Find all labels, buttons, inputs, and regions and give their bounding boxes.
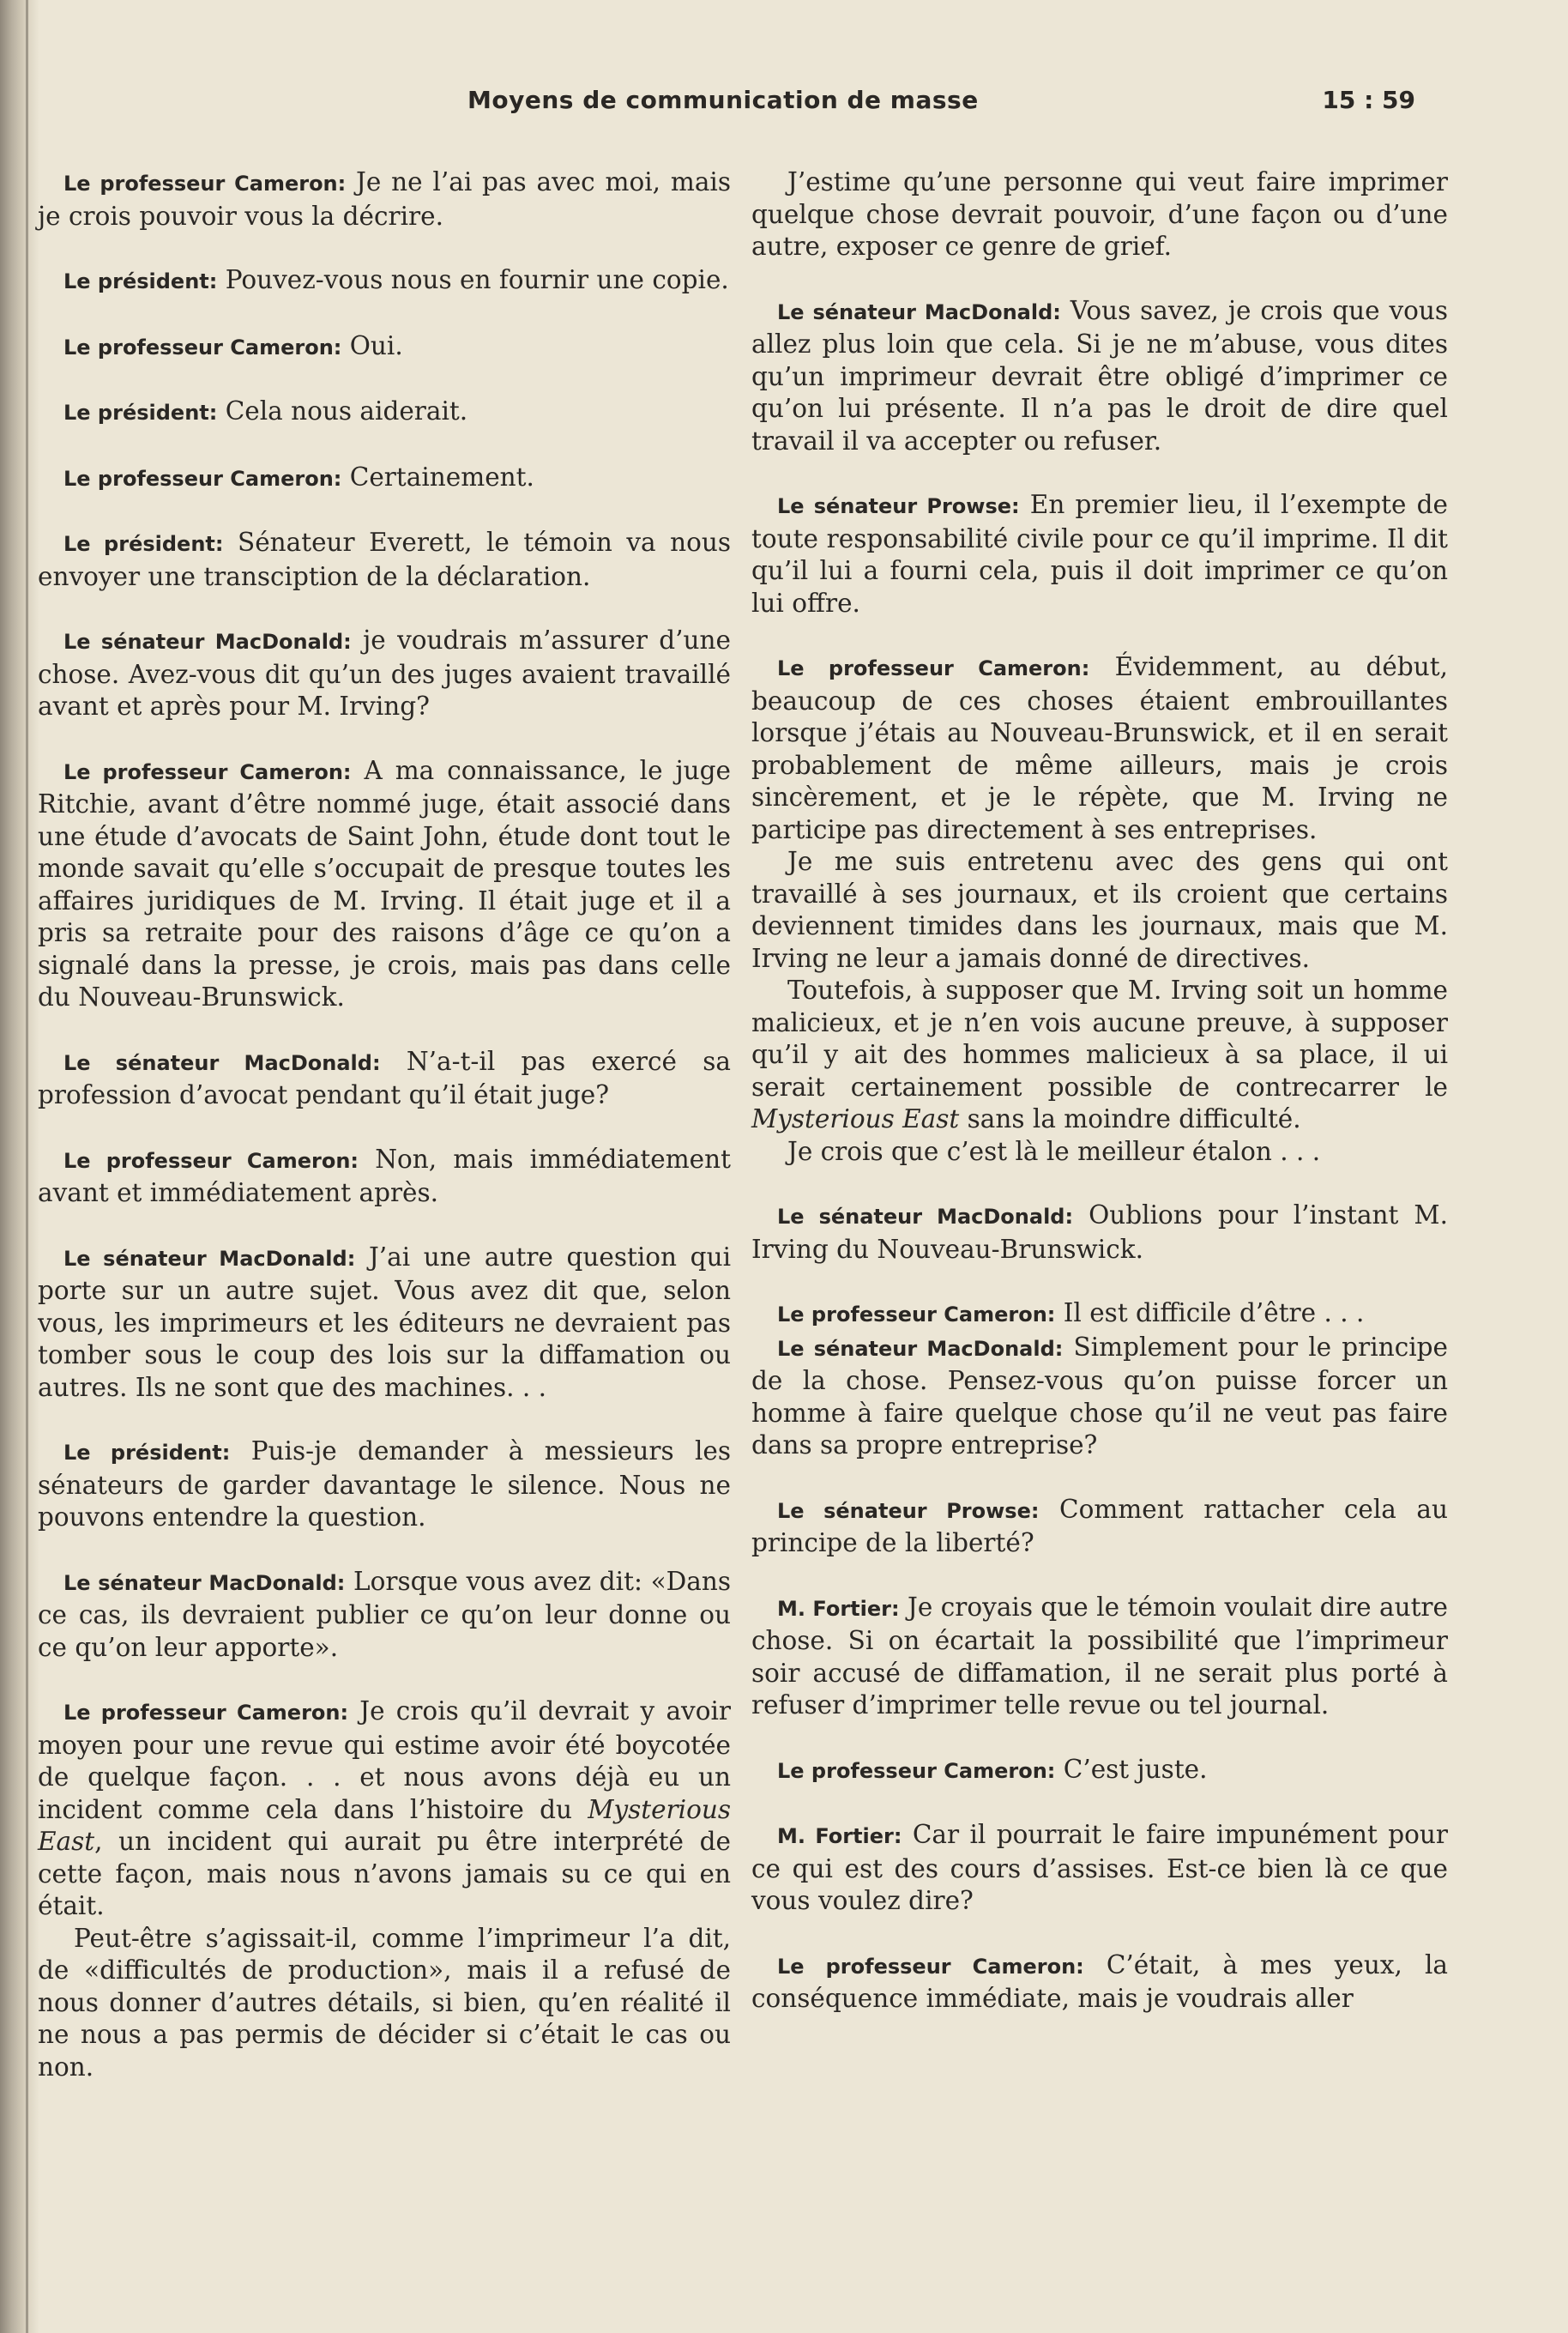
paragraph	[751, 489, 1448, 620]
speaker-label: Le sénateur Prowse:	[777, 1498, 1040, 1523]
paragraph	[38, 1923, 731, 2084]
paragraph-text: Puis-je demander à messieurs les sénateurs de garder davantage le silence. Nous ne pouvons entendre la question.	[38, 1436, 731, 1532]
paragraph	[751, 1332, 1448, 1462]
paragraph-text: Évidemment, au début, beaucoup de ces choses étaient embrouillantes lorsque j’étais au Nouveau-Brunswick, et il en serait probablement de même ailleurs, mais je crois sincèrement, et je le répète, que M. Irving ne participe pas directement à ses entreprises.	[751, 652, 1448, 844]
speaker-label: M. Fortier:	[777, 1596, 900, 1621]
paragraph	[751, 295, 1448, 458]
speaker-label: Le sénateur MacDonald:	[777, 1205, 1074, 1229]
paragraph	[751, 166, 1448, 263]
paragraph-text: Oui.	[341, 330, 403, 360]
speaker-label: Le sénateur MacDonald:	[63, 1050, 381, 1075]
paragraph-text: Sénateur Everett, le témoin va nous envoyer une transciption de la déclaration.	[38, 528, 732, 591]
paragraph	[751, 1592, 1448, 1722]
paragraph-text: Je crois qu’il devrait y avoir moyen pour une revue qui estime avoir été boycotée de quelque façon. . . et nous avons déjà eu un incident comme cela dans l’histoire du	[38, 1696, 732, 1824]
paragraph-text: Toutefois, à supposer que M. Irving soit un homme malicieux, et je n’en vois aucune preuve, à supposer qu’il y ait des hommes malicieux à sa place, il ui serait certainement possible de contrecarrer le	[751, 976, 1448, 1102]
speaker-label: Le professeur Cameron:	[63, 1148, 359, 1173]
paragraph	[38, 625, 731, 723]
paragraph-text: Non, mais immédiatement avant et immédiatement après.	[38, 1144, 731, 1207]
speaker-label: Le professeur Cameron:	[777, 1954, 1084, 1979]
paragraph-text: Peut-être s’agissait-il, comme l’imprimeur l’a dit, de «difficultés de production», mais il a refusé de nous donner d’autres détails, si bien, qu’en réalité il ne nous a pas permis de décider si c’était le cas ou non.	[38, 1923, 731, 2082]
paragraph	[38, 1695, 731, 1923]
speaker-label: Le sénateur MacDonald:	[63, 630, 352, 654]
speaker-label: M. Fortier:	[777, 1824, 902, 1848]
paragraph	[38, 1435, 731, 1534]
paragraph	[38, 462, 731, 496]
paragraph-text: Simplement pour le principe de la chose. Pensez-vous qu’on puisse forcer un homme à faire quelque chose qu’il ne veut pas faire dans sa propre entreprise?	[751, 1332, 1449, 1460]
paragraph	[38, 755, 731, 1014]
speaker-label: Le président:	[63, 532, 224, 556]
paragraph	[751, 1297, 1448, 1332]
paragraph	[751, 846, 1448, 975]
paragraph-text: J’ai une autre question qui porte sur un autre sujet. Vous avez dit que, selon vous, les imprimeurs et les éditeurs ne devraient pas tomber sous le coup des lois sur la diffamation ou autres. Ils ne sont que des machines. . .	[38, 1242, 732, 1402]
paragraph-text: N’a-t-il pas exercé sa profession d’avocat pendant qu’il était juge?	[38, 1046, 732, 1109]
paragraph-text: Cela nous aiderait.	[217, 396, 468, 426]
paragraph	[751, 1949, 1448, 2016]
running-title: Moyens de communication de masse	[467, 86, 979, 114]
paragraph-text: C’est juste.	[1055, 1754, 1208, 1784]
paragraph-text: Oublions pour l’instant M. Irving du Nouveau-Brunswick.	[751, 1200, 1448, 1264]
paragraph-text: C’était, à mes yeux, la conséquence immédiate, mais je voudrais aller	[751, 1949, 1448, 2013]
paragraph	[38, 527, 731, 593]
speaker-label: Le président:	[63, 269, 218, 293]
paragraph-text: Car il pourrait le faire impunément pour ce qui est des cours d’assises. Est-ce bien là ce que vous voulez dire?	[751, 1820, 1449, 1915]
paragraph-text: Pouvez-vous nous en fournir une copie.	[217, 265, 729, 294]
paragraph	[751, 651, 1448, 846]
book-binding-shadow	[0, 0, 39, 2333]
paragraph	[38, 1144, 731, 1210]
speaker-label: Le président:	[63, 1441, 231, 1465]
paragraph-text: J’estime qu’une personne qui veut faire imprimer quelque chose devrait pouvoir, d’une façon ou d’une autre, exposer ce genre de grief.	[751, 167, 1448, 261]
speaker-label: Le président:	[63, 401, 218, 425]
paragraph-text: Lorsque vous avez dit: «Dans ce cas, ils devraient publier ce qu’on leur donne ou ce qu’on leur apporte».	[38, 1566, 731, 1662]
paragraph	[38, 330, 731, 365]
paragraph-text: Il est difficile d’être . . .	[1055, 1298, 1365, 1327]
paragraph-text: Je me suis entretenu avec des gens qui ont travaillé à ses journaux, et ils croient que certains deviennent timides dans les journaux, mais que M. Irving ne leur a jamais donné de directives.	[751, 847, 1448, 973]
speaker-label: Le sénateur MacDonald:	[63, 1570, 346, 1595]
publication-title: Mysterious East	[751, 1104, 960, 1133]
speaker-label: Le professeur Cameron:	[777, 1302, 1056, 1327]
speaker-label: Le sénateur MacDonald:	[777, 299, 1061, 324]
publication-title: Mysterious East	[38, 1794, 731, 1856]
paragraph-text: En premier lieu, il l’exempte de toute responsabilité civile pour ce qu’il imprime. Il dit qu’il lui a fourni cela, puis il doit imprimer ce qu’on lui offre.	[751, 490, 1448, 618]
paragraph	[751, 975, 1448, 1136]
paragraph-text: Comment rattacher cela au principe de la liberté?	[751, 1494, 1449, 1557]
paragraph	[38, 1046, 731, 1112]
speaker-label: Le professeur Cameron:	[63, 759, 352, 784]
paragraph-text: A ma connaissance, le juge Ritchie, avant d’être nommé juge, était associé dans une étude d’avocats de Saint John, étude dont tout le monde savait qu’elle s’occupait de presque toutes les affaires juridiques de M. Irving. Il était juge et il a pris sa retraite pour des raisons d’âge ce qu’on a signalé dans la presse, je crois, mais pas dans celle du Nouveau-Brunswick.	[38, 755, 731, 1012]
paragraph	[38, 1242, 731, 1405]
page-header	[0, 86, 1568, 129]
paragraph-text: Vous savez, je crois que vous allez plus loin que cela. Si je ne m’abuse, vous dites qu’un imprimeur devrait être obligé d’imprimer ce qu’on lui présente. Il n’a pas le droit de dire quel travail il va accepter ou refuser.	[751, 295, 1449, 456]
paragraph	[751, 1494, 1448, 1560]
speaker-label: Le professeur Cameron:	[63, 172, 347, 196]
paragraph-text: , un incident qui aurait pu être interprété de cette façon, mais nous n’avons jamais su ce qui en était.	[38, 1827, 731, 1920]
paragraph-text: Je crois que c’est là le meilleur étalon . . .	[787, 1136, 1321, 1166]
speaker-label: Le sénateur MacDonald:	[63, 1246, 356, 1271]
speaker-label: Le professeur Cameron:	[777, 656, 1090, 680]
paragraph	[751, 1819, 1448, 1918]
speaker-label: Le sénateur Prowse:	[777, 494, 1020, 518]
speaker-label: Le professeur Cameron:	[777, 1758, 1056, 1783]
left-column	[38, 166, 731, 2115]
speaker-label: Le professeur Cameron:	[63, 1701, 349, 1725]
book-binding-edge	[26, 0, 28, 2333]
paragraph	[38, 1566, 731, 1665]
paragraph	[38, 264, 731, 299]
paragraph	[38, 396, 731, 430]
speaker-label: Le sénateur MacDonald:	[777, 1336, 1064, 1361]
paragraph	[751, 1754, 1448, 1788]
paragraph-text: sans la moindre difficulté.	[959, 1104, 1301, 1133]
page-number: 15 : 59	[1322, 86, 1415, 114]
paragraph	[38, 166, 731, 233]
speaker-label: Le professeur Cameron:	[63, 335, 342, 360]
speaker-label: Le professeur Cameron:	[63, 466, 342, 491]
paragraph	[751, 1136, 1448, 1169]
paragraph-text: Je croyais que le témoin voulait dire autre chose. Si on écartait la possibilité que l’imprimeur soir accusé de diffamation, il ne serait plus porté à refuser d’imprimer telle revue ou tel journal.	[751, 1592, 1448, 1720]
paragraph-text: Certainement.	[341, 462, 534, 492]
paragraph	[751, 1200, 1448, 1266]
right-column	[751, 166, 1448, 2047]
paragraph-text: Je ne l’ai pas avec moi, mais je crois pouvoir vous la décrire.	[38, 167, 732, 231]
paragraph-text: je voudrais m’assurer d’une chose. Avez-vous dit qu’un des juges avaient travaillé avant et après pour M. Irving?	[38, 626, 732, 721]
